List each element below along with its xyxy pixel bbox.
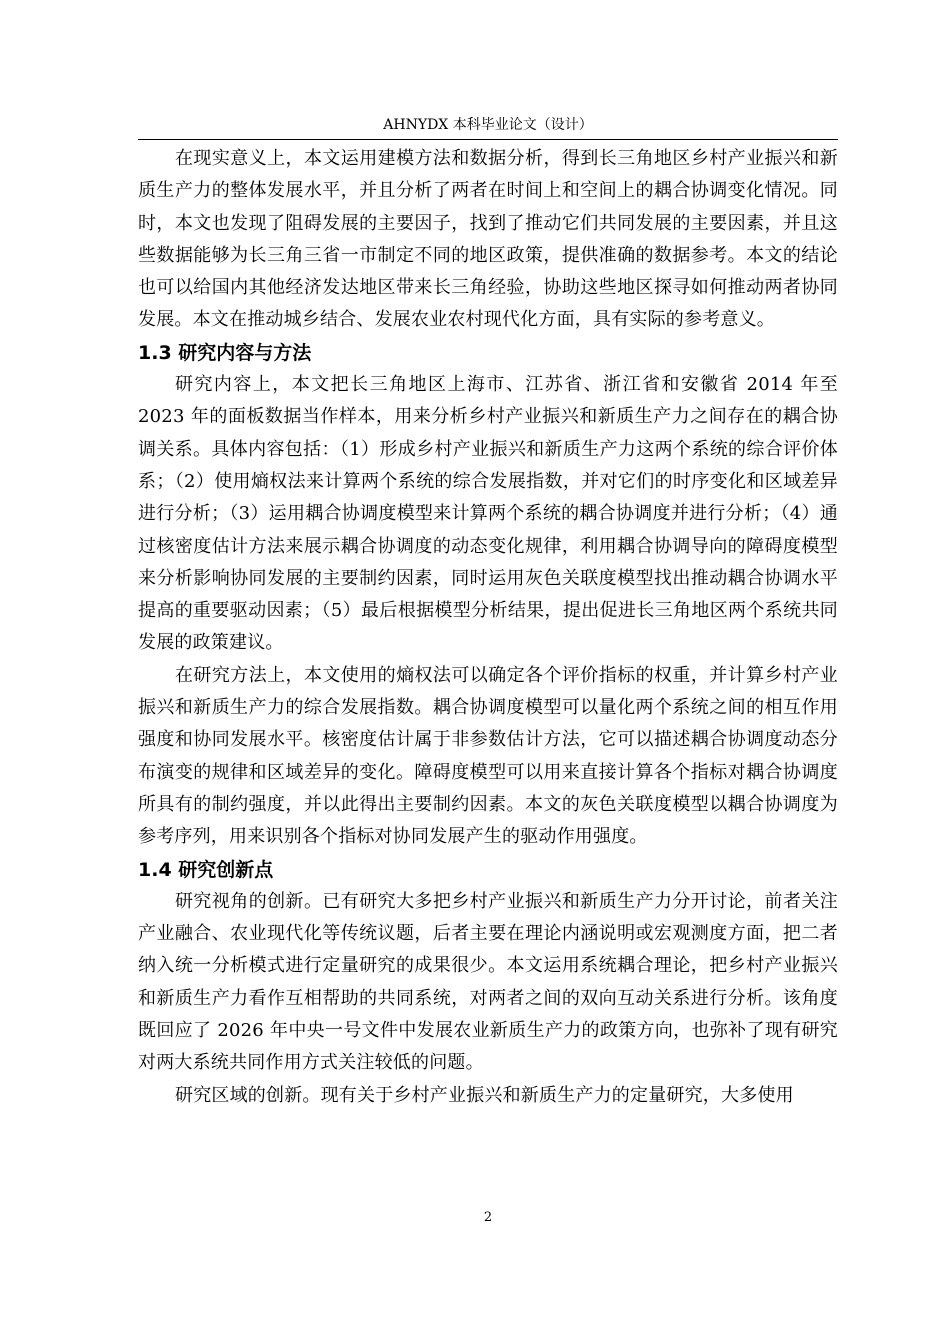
body-text	[138, 143, 838, 1112]
paragraph-research-methods: 在研究方法上，本文使用的熵权法可以确定各个评价指标的权重，并计算乡村产业振兴和新质生产力的综合发展指数。耦合协调度模型可以量化两个系统之间的相互作用强度和协同发展水平。核密度估计属于非参数估计方法，它可以描述耦合协调度动态分布演变的规律和区域差异的变化。障碍度模型可以用来直接计算各个指标对耦合协调度所具有的制约强度，并以此得出主要制约因素。本文的灰色关联度模型以耦合协调度为参考序列，用来识别各个指标对协同发展产生的驱动作用强度。	[138, 664, 838, 848]
header-rule	[138, 139, 838, 140]
section-heading-1-3: 1.3 研究内容与方法	[138, 341, 312, 364]
page-number: 2	[483, 1210, 493, 1225]
paragraph-innovation-perspective: 研究视角的创新。已有研究大多把乡村产业振兴和新质生产力分开讨论，前者关注产业融合、农业现代化等传统议题，后者主要在理论内涵说明或宏观测度方面，把二者纳入统一分析模式进行定量研究的成果很少。本文运用系统耦合理论，把乡村产业振兴和新质生产力看作互相帮助的共同系统，对两者之间的双向互动关系进行分析。该角度既回应了 2026 年中央一号文件中发展农业新质生产力的政策方向，也弥补了现有研究对两大系统共同作用方式关注较低的问题。	[138, 890, 838, 1074]
section-heading-1-4: 1.4 研究创新点	[138, 858, 274, 881]
running-header: AHNYDX 本科毕业论文（设计）	[383, 117, 593, 133]
paragraph-innovation-region: 研究区域的创新。现有关于乡村产业振兴和新质生产力的定量研究，大多使用	[175, 1084, 794, 1106]
paragraph-practical-significance: 在现实意义上，本文运用建模方法和数据分析，得到长三角地区乡村产业振兴和新质生产力的整体发展水平，并且分析了两者在时间上和空间上的耦合协调变化情况。同时，本文也发现了阻碍发展的主要因子，找到了推动它们共同发展的主要因素，并且这些数据能够为长三角三省一市制定不同的地区政策，提供准确的数据参考。本文的结论也可以给国内其他经济发达地区带来长三角经验，协助这些地区探寻如何推动两者协同发展。本文在推动城乡结合、发展农业农村现代化方面，具有实际的参考意义。	[138, 148, 838, 331]
paragraph-research-content: 研究内容上，本文把长三角地区上海市、江苏省、浙江省和安徽省 2014 年至 2023 年的面板数据当作样本，用来分析乡村产业振兴和新质生产力之间存在的耦合协调关系。具体内容包括：（1）形成乡村产业振兴和新质生产力这两个系统的综合评价体系；（2）使用熵权法来计算两个系统的综合发展指数，并对它们的时序变化和区域差异进行分析；（3）运用耦合协调度模型来计算两个系统的耦合协调度并进行分析；（4）通过核密度估计方法来展示耦合协调度的动态变化规律，利用耦合协调导向的障碍度模型来分析影响协同发展的主要制约因素，同时运用灰色关联度模型找出推动耦合协调水平提高的重要驱动因素；（5）最后根据模型分析结果，提出促进长三角地区两个系统共同发展的政策建议。	[138, 374, 838, 654]
